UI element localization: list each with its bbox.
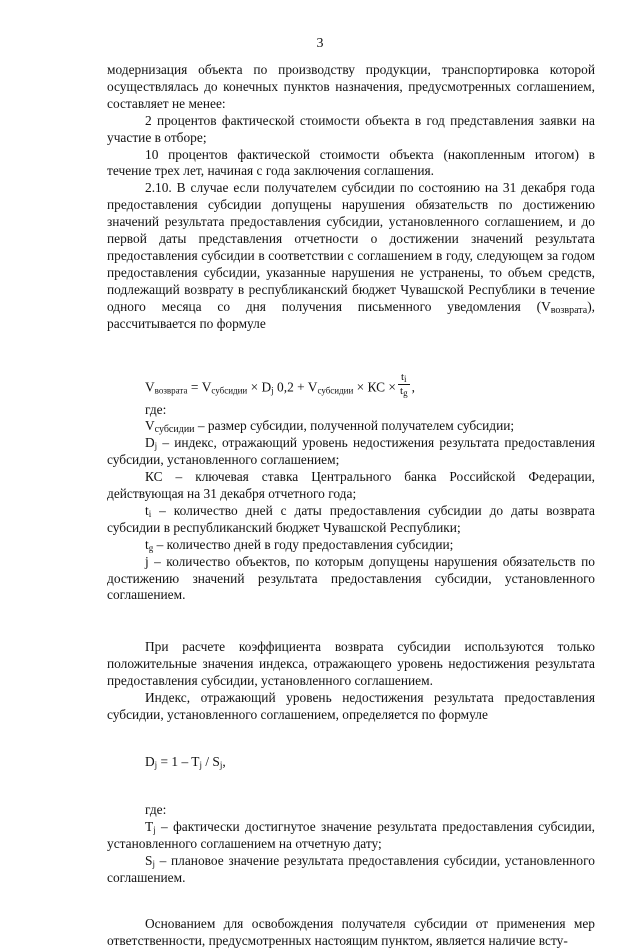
paragraph-basis: Основанием для освобождения получателя субсидии от применения мер ответственности, предусмотренных настоящим пунктом, является наличие всту- [107,916,595,949]
definition-dj: $D_j$ – индекс, отражающий уровень недостижения результата предоставления субсидии, установленного соглашением; [107,435,595,468]
page-number: 3 [316,36,324,51]
formula-fraction: $\frac{t_i}{t_g}$ [400,370,408,398]
paragraph-10-percent: 10 процентов фактической стоимости объекта (накопленным итогом) в течение трех лет, начиная с года заключения соглашения. [107,146,595,179]
formula-return-line: $V_{возврата} = V_{субсидии} \times D_j$ $0,2 + V_{субсидии}$ × КС × $\frac{t_i}{t_g}$ , [145,370,415,398]
paragraph-index: Индекс, отражающий уровень недостижения результата предоставления субсидии, установленного соглашением, определяется по формуле [107,690,595,722]
paragraph-coefficient: При расчете коэффициента возврата субсидии используются только положительные значения индекса, отражающего уровень недостижения результата предоставления субсидии, установленного соглашением. [107,639,595,689]
paragraph-2-10-tail: ), рассчитывается по формуле [107,298,595,331]
definition-ks: КС – ключевая ставка Центрального банка Российской Федерации, действующая на 31 декабря отчетного года; [107,469,595,502]
definition-tj: $T_j$ – фактически достигнутое значение результата предоставления субсидии, установленного соглашением на отчетную дату; [107,818,595,851]
definition-sj: $S_j$ – плановое значение результата предоставления субсидии, установленного соглашением. [107,852,595,885]
paragraph-continuation: модернизация объекта по производству продукции, транспортировка которой осуществлялась до конечных пунктов назначения, предусмотренных соглашением, составляет не менее: [107,62,595,111]
paragraph-2-10 [107,180,595,332]
definition-ti: $t_i$ – количество дней с даты предоставления субсидии до даты возврата субсидии в республиканский бюджет Чувашской Республики; [107,502,595,535]
where-label-2: где: [145,801,167,817]
paragraph-2-10-text: 2.10. В случае если получателем субсидии по состоянию на 31 декабря года предоставления субсидии допущены нарушения обязательств по достижению значений результата предоставления субсидии, установленного соглашением, и до первой даты представления отчетности о достижении значений результата предоставления субсидии в соответствии с соглашением в году, следующем за годом предоставления субсидии, указанные нарушения не устранены, то объем средств, подлежащий возврату в республиканский бюджет Чувашской Республики в течение одного месяца со дня получения письменного уведомления (V [107,180,595,314]
document-body [107,62,595,950]
paragraph-2-percent: 2 процентов фактической стоимости объекта в год представления заявки на участие в отборе; [107,112,595,145]
where-label-1: где: [145,401,167,417]
definition-v-subsidy: $V_{субсидии}$ – размер субсидии, полученной получателем субсидии; [145,418,515,436]
definition-j: j – количество объектов, по которым допущены нарушения обязательств по достижению значений результата предоставления субсидии, установленного соглашением. [107,553,595,603]
v-return-subscript: возврата [550,304,588,316]
definition-tg: $t_g$ – количество дней в году предоставления субсидии; [145,536,454,553]
formula-return-volume [107,366,595,402]
formula-index: $D_j = 1 - T_j / S_j$, [145,753,226,770]
